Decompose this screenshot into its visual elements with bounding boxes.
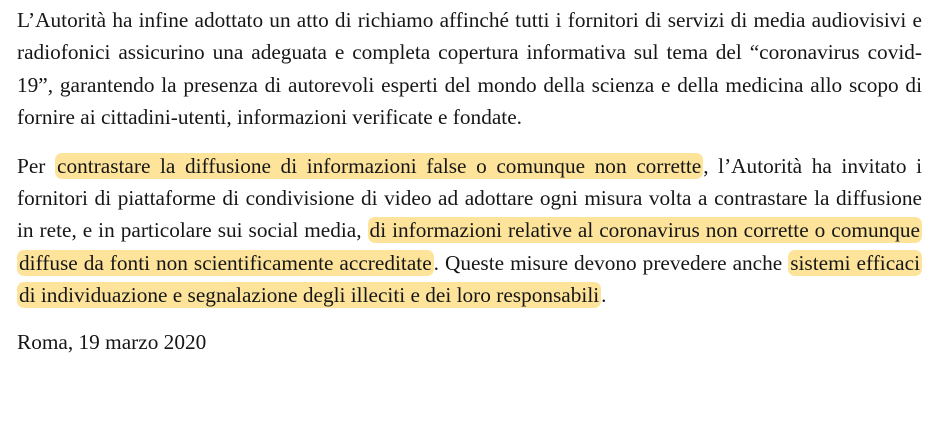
paragraph-contrasto-disinformazione (17, 150, 922, 312)
document-page (17, 4, 922, 358)
paragraph-text-segment: , l’Autorità ha invitato i fornitori di piattaforme di condivisione di video ad adottare ogni misura volta a contrastare la diffusione in rete, e in particolare sui social media, (17, 153, 923, 243)
paragraph-text-segment: . Queste misure devono prevedere anche (433, 250, 789, 275)
paragraph-agcom-richiamo: L’Autorità ha infine adottato un atto di richiamo affinché tutti i fornitori di servizi di media audiovisivi e radiofonici assicurino una adeguata e completa copertura informativa sul tema del “coronavirus covid-19”, garantendo la presenza di autorevoli esperti del mondo della scienza e della medicina allo scopo di fornire ai cittadini-utenti, informazioni verificate e fondate. (17, 8, 922, 130)
date-line: Roma, 19 marzo 2020 (17, 329, 207, 354)
highlighted-text: di informazioni relative al coronavirus non corrette o comunque diffuse da fonti non scientificamente accreditate (19, 218, 920, 275)
highlighted-text: contrastare la diffusione di informazioni false o comunque non corrette (57, 153, 702, 178)
highlighted-text: sistemi efficaci di individuazione e segnalazione degli illeciti e dei loro responsabili (19, 250, 920, 308)
paragraph-text-segment: Per (17, 153, 55, 178)
paragraph-text-segment: . (601, 283, 607, 308)
